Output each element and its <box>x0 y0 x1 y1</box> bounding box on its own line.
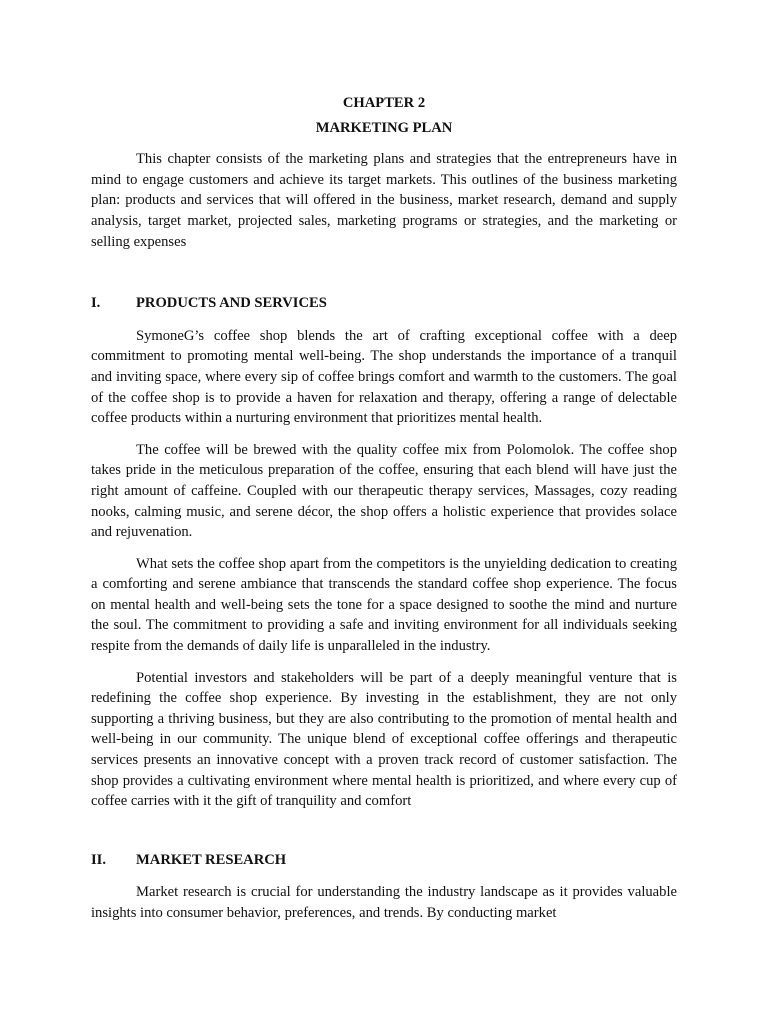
paragraph: Potential investors and stakeholders will be part of a deeply meaningful venture that is redefining the coffee shop experience. By investing in the establishment, they are not only supporting a thriving business, but they are also contributing to the promotion of mental health and well-being in our community. The unique blend of exceptional coffee offerings and therapeutic services presents an innovative concept with a proven track record of customer satisfaction. The shop provides a cultivating environment where mental health is prioritized, and where every cup of coffee carries with it the gift of tranquility and comfort <box>91 669 677 810</box>
section-title: MARKET RESEARCH <box>136 851 287 868</box>
section-heading-market-research <box>91 850 677 871</box>
paragraph: Market research is crucial for understanding the industry landscape as it provides valuable insights into consumer behavior, preferences, and trends. By conducting market <box>91 884 677 921</box>
paragraph: What sets the coffee shop apart from the competitors is the unyielding dedication to creating a comforting and serene ambiance that transcends the standard coffee shop experience. The focus on mental health and well-being sets the tone for a space designed to soothe the mind and nurture the soul. The commitment to providing a safe and inviting environment for all individuals seeking respite from the demands of daily life is unparalleled in the industry. <box>91 555 677 655</box>
section-number: I. <box>91 295 101 312</box>
intro-paragraph: This chapter consists of the marketing plans and strategies that the entrepreneurs have in mind to engage customers and achieve its target markets. This outlines of the business marketing plan: products and services that will offered in the business, market research, demand and supply analysis, target market, projected sales, marketing programs or strategies, and the marketing or selling expenses <box>91 151 677 250</box>
section-title: PRODUCTS AND SERVICES <box>136 295 327 312</box>
section-number: II. <box>91 851 107 868</box>
paragraph: SymoneG’s coffee shop blends the art of crafting exceptional coffee with a deep commitment to promoting mental well-being. The shop understands the importance of a tranquil and inviting space, where every sip of coffee brings comfort and warmth to the customers. The goal of the coffee shop is to provide a haven for relaxation and therapy, offering a range of delectable coffee products within a nurturing environment that prioritizes mental health. <box>91 327 677 427</box>
chapter-label: CHAPTER 2 <box>342 95 426 111</box>
document-page <box>91 93 677 935</box>
section-heading-products-services <box>91 293 677 314</box>
chapter-title: MARKETING PLAN <box>315 119 453 136</box>
paragraph: The coffee will be brewed with the quality coffee mix from Polomolok. The coffee shop takes pride in the meticulous preparation of the coffee, ensuring that each blend will have just the right amount of caffeine. Coupled with our therapeutic therapy services, Massages, cozy reading nooks, calming music, and serene décor, the shop offers a holistic experience that provides solace and rejuvenation. <box>91 441 677 541</box>
